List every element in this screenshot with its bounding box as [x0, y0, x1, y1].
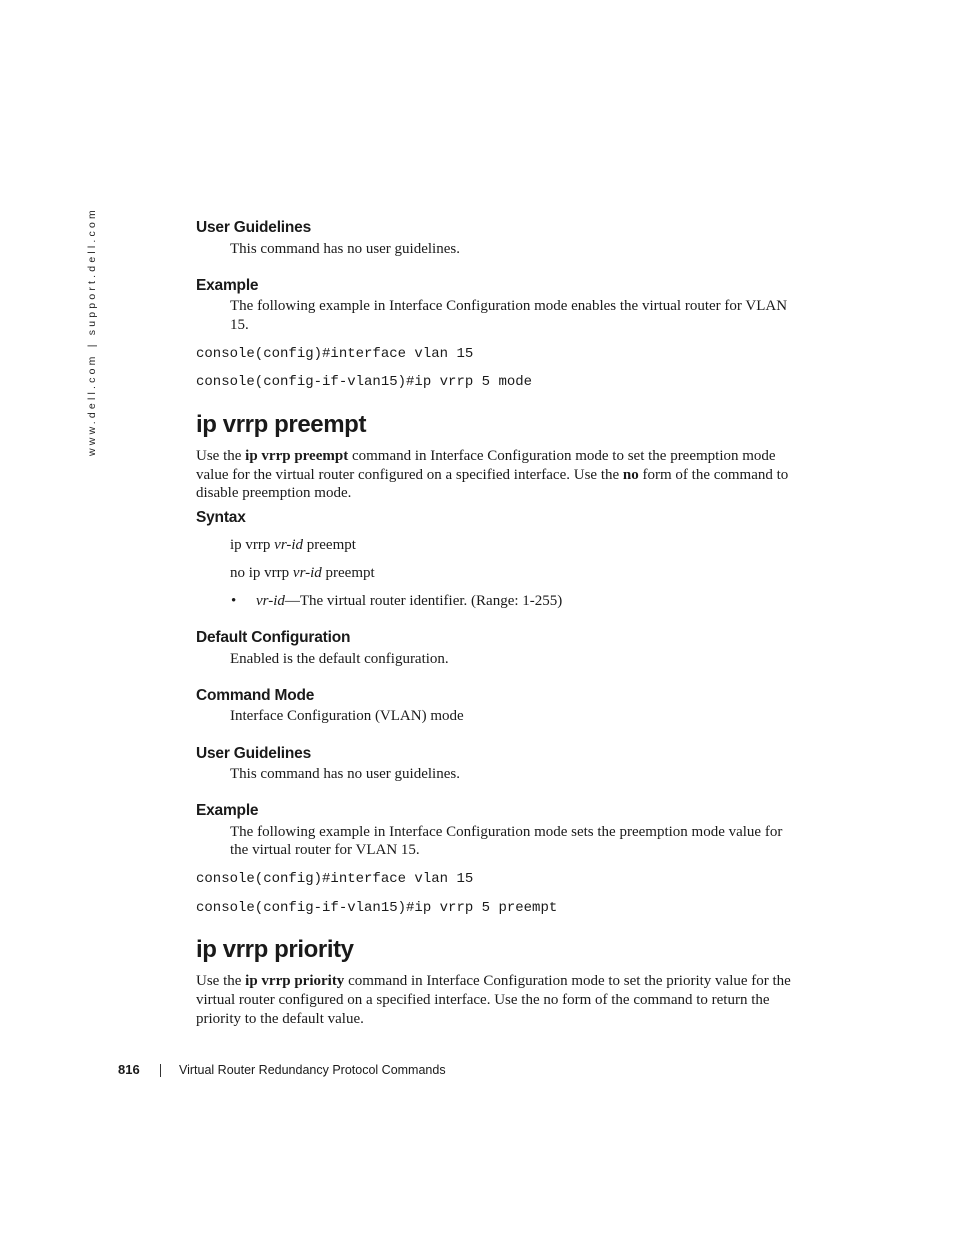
command-name: ip vrrp preempt [245, 448, 349, 464]
preempt-intro-line3: disable preemption mode. [196, 485, 352, 501]
section-title-preempt: ip vrrp preempt [196, 411, 367, 438]
example-text-line1: The following example in Interface Configuration mode enables the virtual router for VLAN [230, 298, 788, 314]
default-configuration-text: Enabled is the default configuration. [230, 651, 449, 667]
priority-intro-line2: virtual router configured on a specified interface. Use the no form of the command to return the [196, 992, 770, 1008]
section-title-priority: ip vrrp priority [196, 936, 354, 963]
command-name: ip vrrp priority [245, 973, 345, 989]
example-text-line2: the virtual router for VLAN 15. [230, 842, 420, 858]
parameter-description: vr-id—The virtual router identifier. (Range: 1-255) [256, 593, 563, 609]
no-keyword: no [622, 467, 639, 483]
example-heading: Example [196, 802, 259, 819]
user-guidelines-heading: User Guidelines [196, 745, 312, 762]
preempt-intro-line1: Use the ip vrrp preempt command in Interface Configuration mode to set the preemption mode [196, 448, 776, 464]
user-guidelines-text: This command has no user guidelines. [230, 766, 460, 782]
sidebar-url: www.dell.com | support.dell.com [86, 207, 98, 456]
preempt-intro-line2: value for the virtual router configured on a specified interface. Use the no form of the command to [196, 467, 789, 483]
example-heading: Example [196, 277, 259, 294]
syntax-line: ip vrrp vr-id preempt [230, 537, 356, 553]
bullet-mark: • [231, 593, 237, 609]
page-number: 816 [118, 1062, 140, 1077]
command-mode-text: Interface Configuration (VLAN) mode [230, 708, 464, 724]
example-text-line1: The following example in Interface Configuration mode sets the preemption mode value for [230, 824, 783, 840]
syntax-line: no ip vrrp vr-id preempt [230, 565, 375, 581]
default-configuration-heading: Default Configuration [196, 629, 351, 646]
code-line: console(config-if-vlan15)#ip vrrp 5 preempt [196, 900, 558, 916]
footer-divider [160, 1064, 161, 1077]
code-line: console(config-if-vlan15)#ip vrrp 5 mode [196, 374, 533, 390]
example-text-line2: 15. [230, 317, 249, 333]
chapter-title: Virtual Router Redundancy Protocol Commands [179, 1063, 446, 1077]
command-mode-heading: Command Mode [196, 687, 315, 704]
syntax-heading: Syntax [196, 509, 246, 526]
priority-intro-line1: Use the ip vrrp priority command in Interface Configuration mode to set the priority value for the [196, 973, 791, 989]
user-guidelines-heading: User Guidelines [196, 219, 312, 236]
user-guidelines-text: This command has no user guidelines. [230, 241, 460, 257]
priority-intro-line3: priority to the default value. [196, 1011, 364, 1027]
code-line: console(config)#interface vlan 15 [196, 346, 474, 362]
code-line: console(config)#interface vlan 15 [196, 871, 474, 887]
